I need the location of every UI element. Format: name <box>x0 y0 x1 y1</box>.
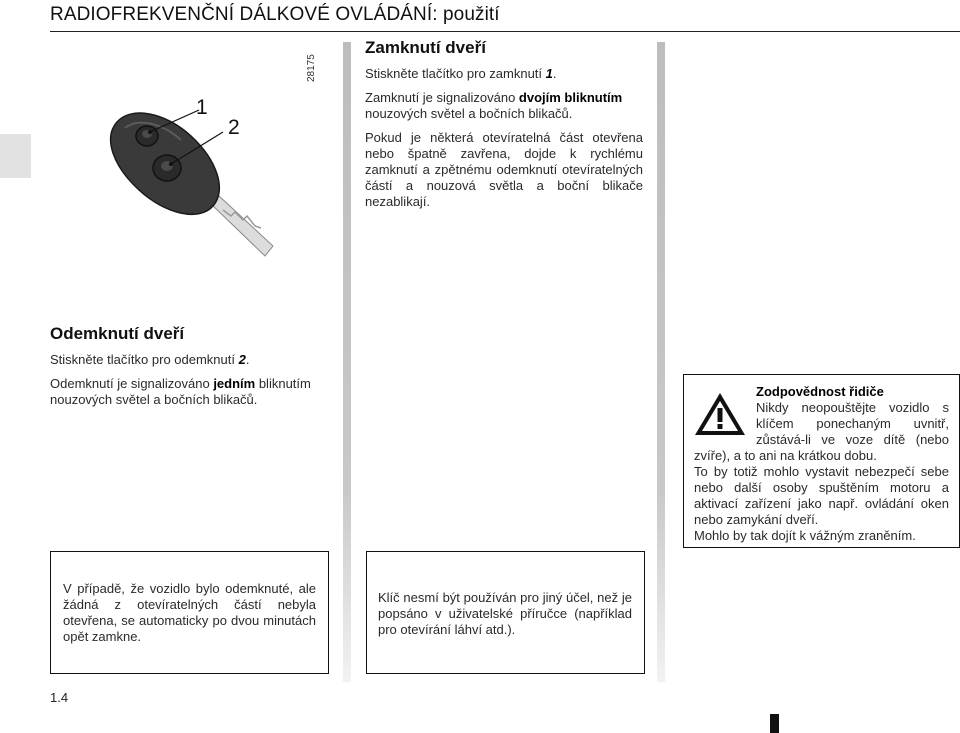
warning-paragraph-1: Nikdy neopouštějte vozidlo s klíčem ponechaným uvnitř, zůstává-li ve voze dítě (nebo zvíře), a to ani na krátkou dobu. <box>694 400 949 463</box>
figure-code-text: 28175 <box>306 54 317 82</box>
lock-signal-text: Zamknutí je signalizováno <box>365 90 519 105</box>
lock-section <box>365 38 643 218</box>
page-corner-mark <box>770 714 779 733</box>
callout-label-1: 1 <box>196 96 208 119</box>
unlock-instruction <box>50 352 335 368</box>
section-tab-marker <box>0 134 31 178</box>
auto-relock-text: V případě, že vozidlo bylo odemknuté, ale žádná z otevíratelných částí nebyla otevřena, se automaticky po dvou minutách opět zamkne. <box>63 581 316 644</box>
lock-instruction-end: . <box>552 66 557 81</box>
unlock-signal-end: bliknutím nouzových světel a bočních blikačů. <box>50 376 311 407</box>
lock-open-part-note: Pokud je některá otevíratelná část otevřena nebo špatně zavřena, dojde k rychlému zamknutí a zpětnému odemknutí otevíratelných částí a nouzová světla a boční blikače nezablikají. <box>365 130 643 209</box>
warning-triangle-icon <box>692 390 748 438</box>
unlock-signal <box>50 376 335 408</box>
lock-instruction-text: Stiskněte tlačítko pro zamknutí <box>365 66 546 81</box>
key-blade <box>211 196 273 256</box>
key-usage-note-box <box>366 551 645 674</box>
lock-signal-end: nouzových světel a bočních blikačů. <box>365 106 573 121</box>
auto-relock-note-box <box>50 551 329 674</box>
unlock-signal-emphasis: jedním <box>213 376 256 391</box>
unlock-heading: Odemknutí dveří <box>50 324 185 343</box>
unlock-instruction-text: Stiskněte tlačítko pro odemknutí <box>50 352 239 367</box>
title-divider <box>50 31 960 32</box>
remote-key-image <box>95 88 285 288</box>
lock-signal-emphasis: dvojím bliknutím <box>518 90 623 105</box>
lock-button-number: 1 <box>545 66 553 81</box>
warning-paragraph-3: Mohlo by tak dojít k vážným zraněním. <box>694 528 916 543</box>
lock-instruction <box>365 66 643 82</box>
callout-label-2: 2 <box>228 116 240 139</box>
column-divider-left <box>343 42 351 682</box>
page-title: RADIOFREKVENČNÍ DÁLKOVÉ OVLÁDÁNÍ: použití <box>50 4 500 25</box>
warning-title: Zodpovědnost řidiče <box>756 384 884 399</box>
page-number: 1.4 <box>50 690 69 705</box>
column-divider-right <box>657 42 665 682</box>
figure-code <box>304 50 328 90</box>
unlock-signal-text: Odemknutí je signalizováno <box>50 376 214 391</box>
unlock-instruction-end: . <box>245 352 250 367</box>
lock-heading: Zamknutí dveří <box>365 38 486 57</box>
warning-paragraph-2: To by totiž mohlo vystavit nebezpečí sebe nebo další osoby spuštěním motoru a aktivací zařízení jako např. ovládání oken nebo zamykání dveří. <box>694 464 949 527</box>
driver-responsibility-warning-box <box>683 374 960 548</box>
lock-signal <box>365 90 643 122</box>
unlock-button-number: 2 <box>238 352 246 367</box>
key-usage-text: Klíč nesmí být používán pro jiný účel, než je popsáno v uživatelské příručce (například pro otevírání láhví atd.). <box>378 590 632 637</box>
unlock-section <box>50 324 335 416</box>
